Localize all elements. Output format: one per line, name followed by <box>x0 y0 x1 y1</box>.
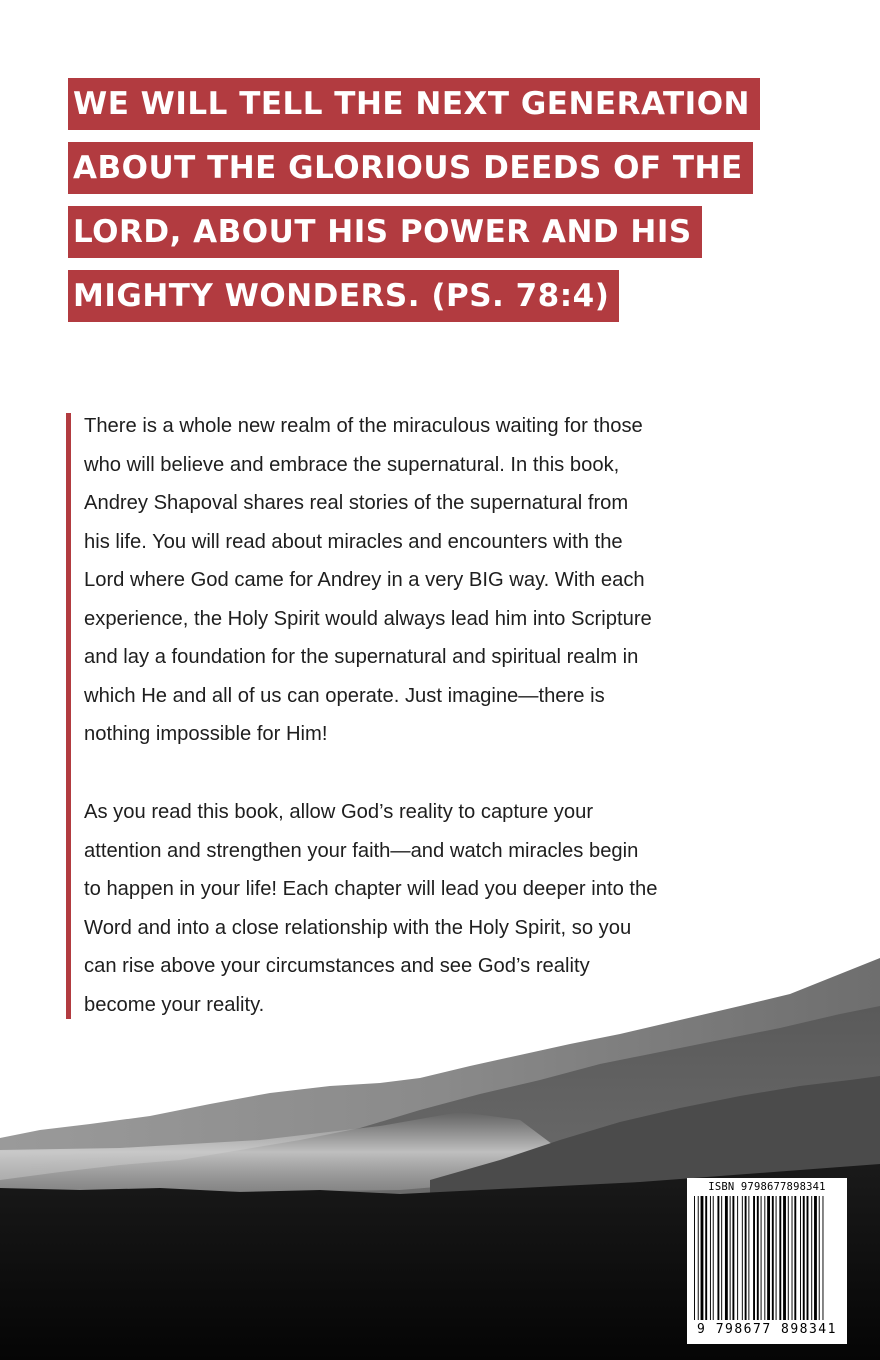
description-paragraph <box>84 793 874 1024</box>
barcode-bar <box>694 1196 695 1320</box>
barcode-icon <box>693 1196 841 1320</box>
barcode-bar <box>742 1196 743 1320</box>
barcode-bar <box>761 1196 762 1320</box>
text-line: Word and into a close relationship with the Holy Spirit, so you <box>84 916 632 939</box>
barcode-bar <box>757 1196 759 1320</box>
barcode-bar <box>764 1196 765 1320</box>
barcode-bar <box>732 1196 734 1320</box>
text-line: experience, the Holy Spirit would always lead him into Scripture <box>84 607 652 630</box>
text-line: can rise above your circumstances and see God’s reality <box>84 955 590 977</box>
description-paragraph <box>84 407 874 754</box>
verse-line: MIGHTY WONDERS. (PS. 78:4) <box>68 270 619 322</box>
text-line: Lord where God came for Andrey in a very BIG way. With each <box>84 569 645 591</box>
barcode-bar <box>823 1196 824 1320</box>
verse-line: ABOUT THE GLORIOUS DEEDS OF THE <box>68 142 753 194</box>
barcode-bar <box>713 1196 714 1320</box>
barcode-bar <box>725 1196 728 1320</box>
barcode-bar <box>748 1196 749 1320</box>
barcode-bar <box>783 1196 786 1320</box>
text-line: which He and all of us can operate. Just imagine—there is <box>84 684 605 707</box>
barcode-bar <box>745 1196 747 1320</box>
verse-line: LORD, ABOUT HIS POWER AND HIS <box>68 206 702 258</box>
barcode-bar <box>803 1196 805 1320</box>
barcode-bar <box>814 1196 817 1320</box>
barcode-bar <box>807 1196 809 1320</box>
text-line: As you read this book, allow God’s reality to capture your <box>84 801 594 823</box>
text-line: nothing impossible for Him! <box>84 723 328 745</box>
barcode-bar <box>819 1196 820 1320</box>
text-line: and lay a foundation for the supernatural and spiritual realm in <box>84 646 639 668</box>
accent-bar <box>66 413 71 1019</box>
text-line: who will believe and embrace the supernatural. In this book, <box>84 453 620 476</box>
barcode-bar <box>792 1196 793 1320</box>
text-line: Andrey Shapoval shares real stories of the supernatural from <box>84 492 629 514</box>
barcode-bar <box>767 1196 770 1320</box>
text-line: become your reality. <box>84 993 265 1016</box>
text-line: attention and strengthen your faith—and watch miracles begin <box>84 839 639 862</box>
isbn-barcode <box>687 1178 847 1344</box>
barcode-bar <box>721 1196 722 1320</box>
barcode-bar <box>710 1196 711 1320</box>
barcode-bar <box>779 1196 781 1320</box>
text-line: There is a whole new realm of the miraculous waiting for those <box>84 415 643 437</box>
barcode-bar <box>701 1196 704 1320</box>
barcode-bar <box>730 1196 731 1320</box>
barcode-bar <box>717 1196 719 1320</box>
barcode-bar <box>776 1196 777 1320</box>
isbn-label: ISBN 9798677898341 <box>708 1181 826 1193</box>
barcode-digits: 9 798677 898341 <box>697 1322 837 1337</box>
text-line: to happen in your life! Each chapter will lead you deeper into the <box>84 878 658 900</box>
barcode-bar <box>705 1196 707 1320</box>
verse-line: WE WILL TELL THE NEXT GENERATION <box>68 78 760 130</box>
barcode-bar <box>753 1196 755 1320</box>
barcode-bar <box>772 1196 774 1320</box>
barcode-bar <box>800 1196 801 1320</box>
text-line: his life. You will read about miracles and encounters with the <box>84 530 623 553</box>
barcode-bar <box>811 1196 812 1320</box>
barcode-bar <box>737 1196 738 1320</box>
barcode-bar <box>788 1196 789 1320</box>
barcode-bar <box>794 1196 796 1320</box>
barcode-bar <box>698 1196 699 1320</box>
